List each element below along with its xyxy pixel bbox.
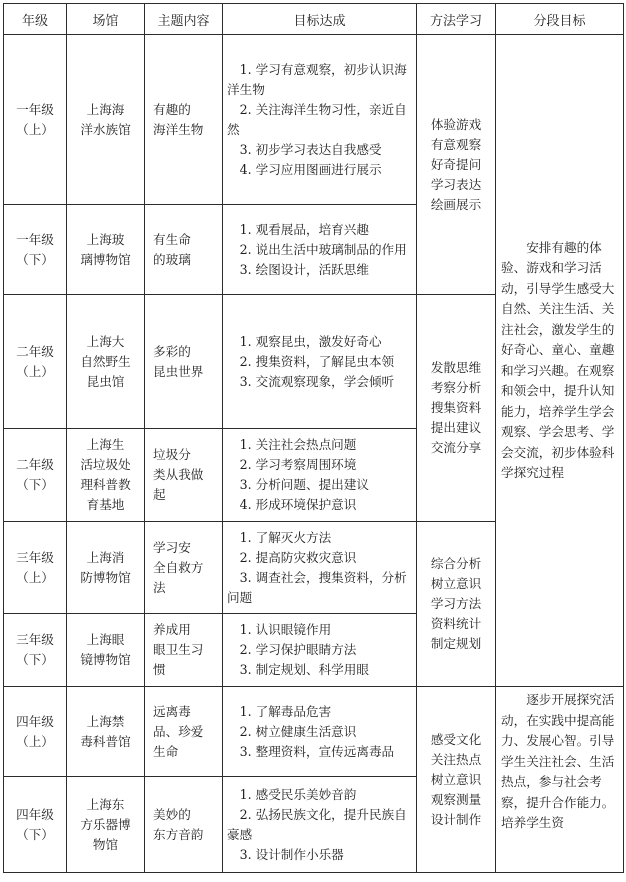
method-text: 感受文化 关注热点 树立意识 观察测量 设计制作 (430, 731, 482, 827)
method-cell (417, 687, 496, 873)
venue-cell (67, 614, 145, 687)
goal-item: 3. 调查社会，搜集资料，分析问题 (227, 569, 407, 605)
theme-text: 远离毒 品、珍爱 生命 (153, 703, 204, 759)
theme-cell (145, 522, 223, 614)
theme-text: 有生命 的玻璃 (153, 231, 191, 267)
curriculum-table (3, 3, 624, 873)
goal-item: 1. 了解毒品危害 (239, 703, 332, 719)
goal-item: 2. 学习考察周围环境 (239, 457, 357, 472)
venue-cell (67, 687, 145, 777)
goal-item: 4. 学习应用图画进行展示 (239, 161, 382, 177)
theme-cell (145, 35, 223, 205)
grade-cell (4, 35, 67, 205)
goal-item: 1. 观看展品，培育兴趣 (239, 221, 369, 237)
grade-cell (4, 614, 67, 687)
stage-goal-cell (496, 687, 624, 873)
goal-item: 3. 制定规划、科学用眼 (239, 662, 369, 677)
header-venue: 场馆 (67, 4, 145, 35)
grade-text: 三年级 （下） (16, 632, 54, 667)
venue-text: 上海禁 毒科普馆 (80, 713, 131, 749)
goal-item: 1. 认识眼镜作用 (239, 622, 332, 637)
header-grade: 年级 (4, 4, 67, 35)
goals-list (227, 528, 413, 608)
theme-cell (145, 687, 223, 777)
goal-item: 2. 学习保护眼睛方法 (239, 642, 357, 657)
venue-text: 上海玻 璃博物馆 (80, 231, 131, 267)
venue-cell (67, 35, 145, 205)
goals-list (227, 220, 413, 280)
goals-cell (223, 777, 417, 873)
venue-text: 上海消 防博物馆 (80, 549, 131, 585)
grade-text: 一年级 （下） (16, 231, 54, 267)
header-stage-goals: 分段目标 (496, 4, 624, 35)
grade-cell (4, 687, 67, 777)
method-cell (417, 35, 496, 295)
goals-list (227, 785, 413, 865)
venue-text: 上海海 洋水族馆 (80, 101, 131, 137)
grade-cell (4, 777, 67, 873)
goal-item: 4. 形成环境保护意识 (239, 497, 357, 512)
theme-cell (145, 205, 223, 295)
header-theme: 主题内容 (145, 4, 223, 35)
goal-item: 1. 感受民乐美妙音韵 (239, 786, 357, 802)
theme-text: 养成用 眼卫生习 惯 (153, 622, 204, 677)
goals-cell (223, 295, 417, 429)
goals-cell (223, 429, 417, 522)
goals-cell (223, 205, 417, 295)
goal-item: 3. 设计制作小乐器 (239, 846, 344, 862)
goals-cell (223, 614, 417, 687)
venue-cell (67, 429, 145, 522)
stage-goal-text: 逐步开展探究活动，在实践中提高能力、发展心智。引导学生关注社会、生活热点，参与社会考察，提升合作能力。培养学生资 (501, 692, 615, 830)
grade-cell (4, 205, 67, 295)
venue-text: 上海生 活垃圾处 理科普教 育基地 (80, 437, 131, 512)
method-text: 综合分析 树立意识 学习方法 资料统计 制定规划 (430, 556, 482, 651)
header-methods: 方法学习 (417, 4, 496, 35)
method-cell (417, 522, 496, 687)
goal-item: 3. 整理资料，宣传远离毒品 (239, 743, 395, 759)
grade-cell (4, 295, 67, 429)
goals-cell (223, 522, 417, 614)
theme-cell (145, 614, 223, 687)
theme-cell (145, 777, 223, 873)
stage-goal-text: 安排有趣的体验、游戏和学习活动，引导学生感受大自然、关注生活、关注社会，激发学生的好奇心、童心、童趣和学习兴趣。在观察和领会中，提升认知能力，培养学生学会观察、学会思考、学会交流，初步体验科学探究过程 (501, 239, 615, 480)
grade-text: 四年级 （上） (16, 713, 54, 749)
grade-cell (4, 522, 67, 614)
venue-cell (67, 777, 145, 873)
goal-item: 3. 分析问题、提出建议 (239, 477, 369, 492)
venue-text: 上海大 自然野生 昆虫馆 (80, 333, 131, 389)
header-goals: 目标达成 (223, 4, 417, 35)
goals-cell (223, 687, 417, 777)
venue-text: 上海眼 镜博物馆 (80, 632, 131, 667)
goal-item: 2. 关注海洋生物习性，亲近自然 (227, 101, 407, 137)
method-cell (417, 295, 496, 522)
grade-cell (4, 429, 67, 522)
header-row (4, 4, 624, 35)
goal-item: 3. 交流观察现象，学会倾听 (239, 373, 395, 389)
goal-item: 3. 初步学习表达自我感受 (239, 141, 382, 157)
goal-item: 2. 弘扬民族文化，提升民族自豪感 (227, 806, 407, 842)
theme-text: 多彩的 昆虫世界 (153, 343, 204, 379)
grade-text: 二年级 （下） (16, 457, 54, 492)
goal-item: 1. 关注社会热点问题 (239, 437, 357, 452)
table-row (4, 35, 624, 205)
goals-list (227, 435, 413, 515)
goal-item: 1. 了解灭火方法 (239, 529, 332, 545)
goals-list (227, 60, 413, 180)
goals-list (227, 620, 413, 680)
grade-text: 三年级 （上） (16, 549, 54, 585)
goals-list (227, 702, 413, 762)
goals-cell (223, 35, 417, 205)
theme-text: 学习安 全自救方 法 (153, 539, 204, 595)
goal-item: 2. 树立健康生活意识 (239, 723, 357, 739)
venue-cell (67, 522, 145, 614)
method-text: 发散思维 考察分析 搜集资料 提出建议 交流分享 (430, 360, 482, 455)
theme-cell (145, 295, 223, 429)
goals-list (227, 332, 413, 392)
stage-goal-cell (496, 35, 624, 687)
goal-item: 2. 搜集资料，了解昆虫本领 (239, 353, 395, 369)
grade-text: 二年级 （上） (16, 343, 54, 379)
venue-text: 上海东 方乐器博 物馆 (80, 796, 131, 852)
goal-item: 2. 提高防灾救灾意识 (239, 549, 357, 565)
grade-text: 四年级 （下） (16, 806, 54, 842)
table-row (4, 687, 624, 777)
theme-text: 美妙的 东方音韵 (153, 806, 204, 842)
theme-text: 垃圾分 类从我做 起 (153, 447, 204, 502)
theme-cell (145, 429, 223, 522)
goal-item: 1. 学习有意观察，初步认识海洋生物 (227, 61, 407, 97)
goal-item: 3. 绘图设计，活跃思维 (239, 261, 369, 277)
method-text: 体验游戏 有意观察 好奇提问 学习表达 绘画展示 (430, 116, 482, 212)
venue-cell (67, 205, 145, 295)
venue-cell (67, 295, 145, 429)
theme-text: 有趣的 海洋生物 (153, 101, 204, 137)
goal-item: 2. 说出生活中玻璃制品的作用 (239, 241, 407, 257)
grade-text: 一年级 （上） (16, 101, 54, 137)
goal-item: 1. 观察昆虫，激发好奇心 (239, 333, 382, 349)
